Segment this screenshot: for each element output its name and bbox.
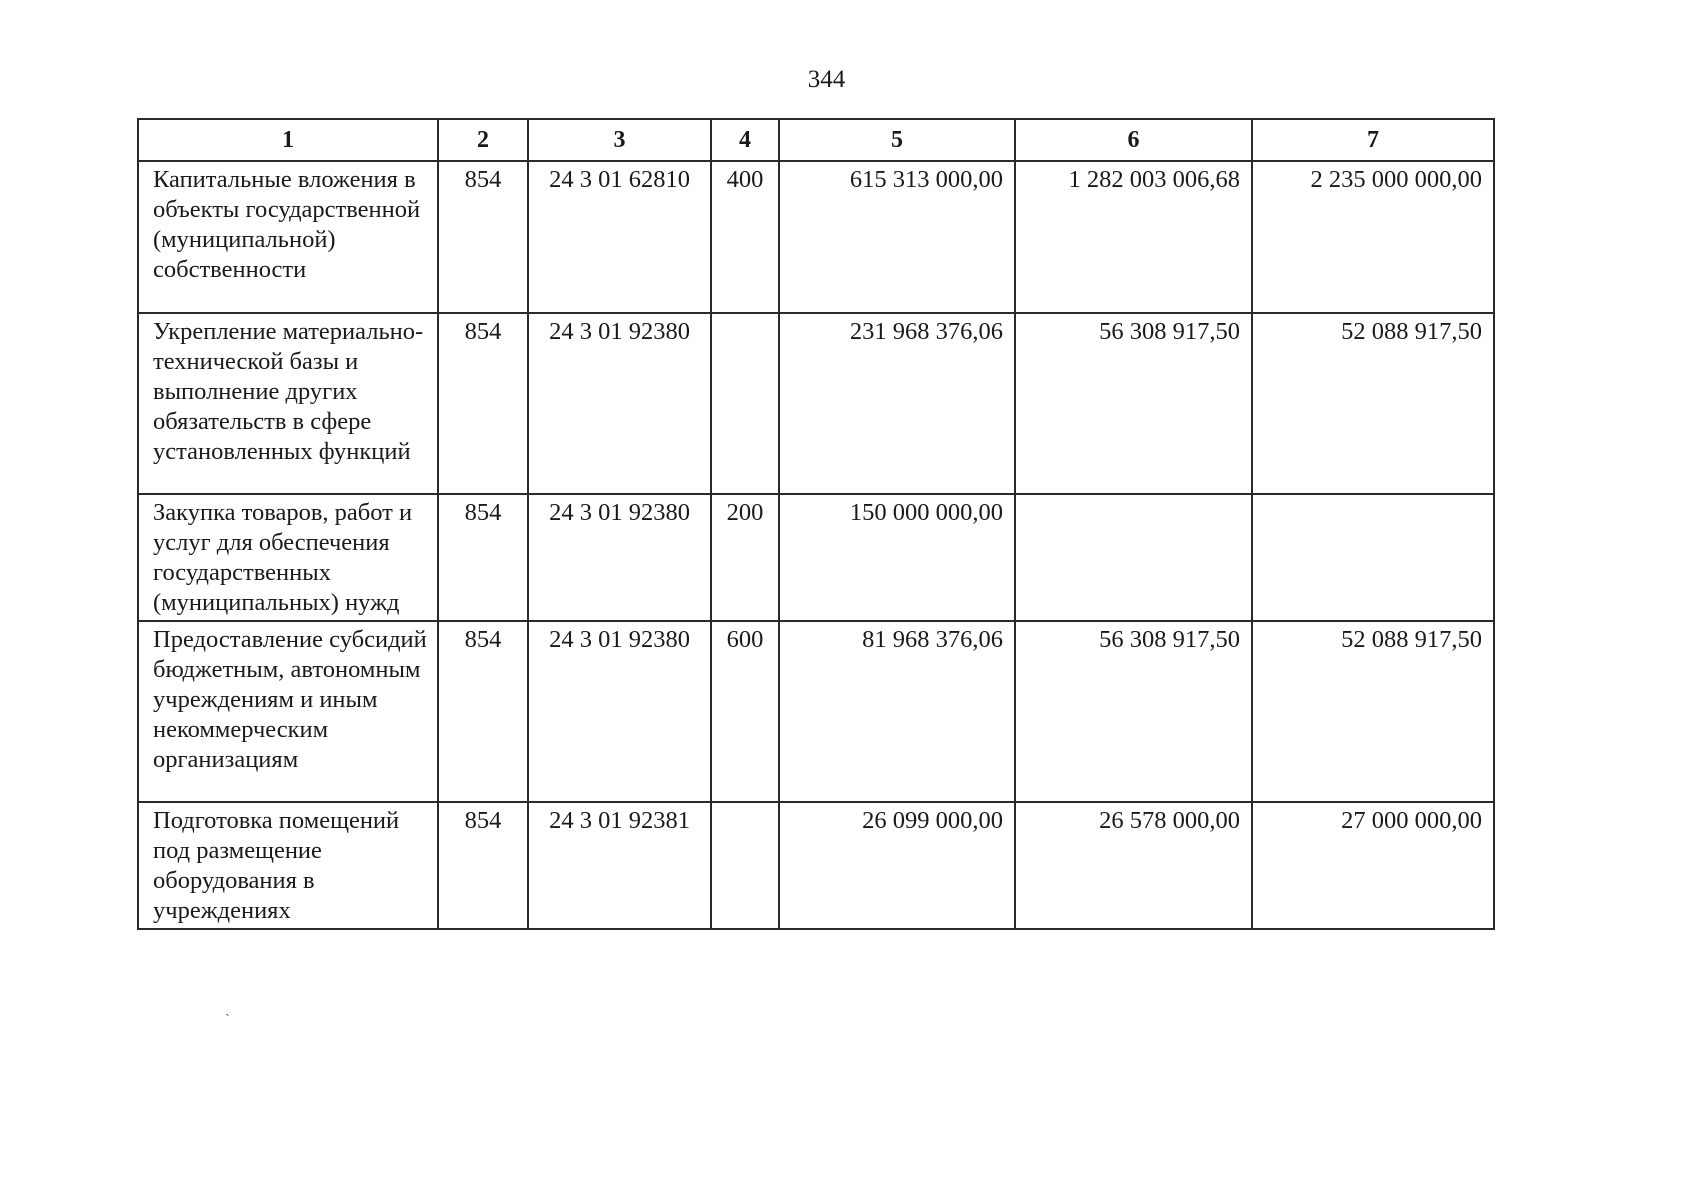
row-amount-2: 26 578 000,00 <box>1015 802 1252 929</box>
table-row <box>138 313 1494 494</box>
row-name: Предоставление субсидий бюджетным, автономным учреждениям и иным некоммерческим организациям <box>138 621 438 802</box>
row-vr: 200 <box>711 494 779 621</box>
row-amount-3: 52 088 917,50 <box>1252 313 1494 494</box>
header-col-6: 6 <box>1015 119 1252 161</box>
row-vr <box>711 802 779 929</box>
row-amount-2 <box>1015 494 1252 621</box>
row-amount-1: 81 968 376,06 <box>779 621 1015 802</box>
row-amount-1: 26 099 000,00 <box>779 802 1015 929</box>
header-col-5: 5 <box>779 119 1015 161</box>
table-row <box>138 621 1494 802</box>
row-amount-3: 52 088 917,50 <box>1252 621 1494 802</box>
row-name: Укрепление материально-технической базы и выполнение других обязательств в сфере установленных функций <box>138 313 438 494</box>
row-amount-1: 150 000 000,00 <box>779 494 1015 621</box>
row-grbs: 854 <box>438 802 528 929</box>
row-amount-3: 27 000 000,00 <box>1252 802 1494 929</box>
row-amount-2: 56 308 917,50 <box>1015 621 1252 802</box>
row-grbs: 854 <box>438 313 528 494</box>
row-name: Закупка товаров, работ и услуг для обеспечения государственных (муниципальных) нужд <box>138 494 438 621</box>
scan-stray-mark: ˏ <box>225 1002 230 1017</box>
row-vr <box>711 313 779 494</box>
header-col-1: 1 <box>138 119 438 161</box>
row-name: Подготовка помещений под размещение оборудования в учреждениях <box>138 802 438 929</box>
row-name: Капитальные вложения в объекты государственной (муниципальной) собственности <box>138 161 438 313</box>
row-csr: 24 3 01 92380 <box>528 621 711 802</box>
row-amount-2: 1 282 003 006,68 <box>1015 161 1252 313</box>
row-grbs: 854 <box>438 161 528 313</box>
row-grbs: 854 <box>438 494 528 621</box>
table-row <box>138 802 1494 929</box>
row-csr: 24 3 01 92380 <box>528 313 711 494</box>
row-amount-3 <box>1252 494 1494 621</box>
table-row <box>138 494 1494 621</box>
budget-table <box>137 118 1495 930</box>
header-col-4: 4 <box>711 119 779 161</box>
page-number: 344 <box>807 66 846 93</box>
row-csr: 24 3 01 92381 <box>528 802 711 929</box>
row-vr: 400 <box>711 161 779 313</box>
row-amount-1: 615 313 000,00 <box>779 161 1015 313</box>
header-col-3: 3 <box>528 119 711 161</box>
row-amount-1: 231 968 376,06 <box>779 313 1015 494</box>
row-vr: 600 <box>711 621 779 802</box>
row-amount-3: 2 235 000 000,00 <box>1252 161 1494 313</box>
header-col-2: 2 <box>438 119 528 161</box>
row-amount-2: 56 308 917,50 <box>1015 313 1252 494</box>
header-col-7: 7 <box>1252 119 1494 161</box>
row-csr: 24 3 01 62810 <box>528 161 711 313</box>
table-row <box>138 161 1494 313</box>
table-header-row <box>138 119 1494 161</box>
row-grbs: 854 <box>438 621 528 802</box>
row-csr: 24 3 01 92380 <box>528 494 711 621</box>
